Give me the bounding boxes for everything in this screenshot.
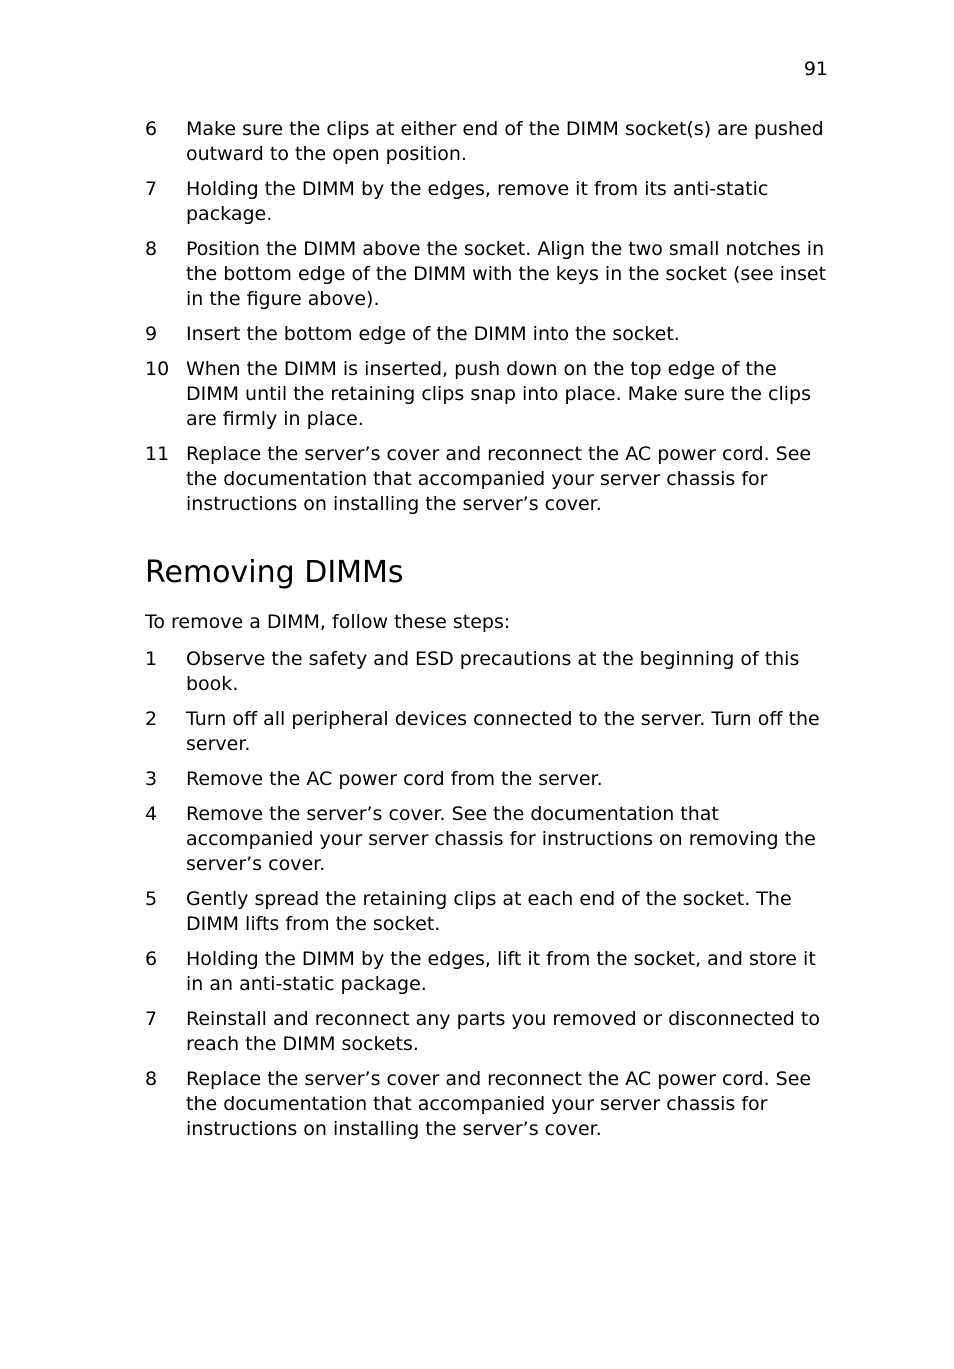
step-number: 7 (145, 1008, 158, 1030)
step-number: 8 (145, 238, 158, 260)
list-item (145, 887, 835, 937)
step-number: 3 (145, 768, 158, 790)
list-item (145, 357, 835, 432)
list-item (145, 117, 835, 167)
step-number: 1 (145, 648, 158, 670)
intro-text: To remove a DIMM, follow these steps: (145, 611, 511, 633)
list-item (145, 1067, 835, 1142)
step-text: Holding the DIMM by the edges, remove it from its anti-static package. (186, 178, 769, 225)
remove-steps-list (145, 647, 835, 1142)
step-text: Remove the server’s cover. See the documentation that accompanied your server chassis for instructions on removing the server’s cover. (186, 803, 816, 875)
step-number: 4 (145, 803, 158, 825)
step-text: Make sure the clips at either end of the DIMM socket(s) are pushed outward to the open position. (186, 118, 824, 165)
step-number: 9 (145, 323, 158, 345)
step-text: Replace the server’s cover and reconnect the AC power cord. See the documentation that accompanied your server chassis for instructions on installing the server’s cover. (186, 1068, 812, 1140)
step-number: 7 (145, 178, 158, 200)
step-text: Position the DIMM above the socket. Align the two small notches in the bottom edge of the DIMM with the keys in the socket (see inset in the figure above). (186, 238, 827, 310)
list-item (145, 177, 835, 227)
step-number: 6 (145, 118, 158, 140)
step-text: Insert the bottom edge of the DIMM into the socket. (186, 323, 680, 345)
list-item (145, 707, 835, 757)
step-number: 10 (145, 358, 170, 380)
list-item (145, 442, 835, 517)
list-item (145, 1007, 835, 1057)
list-item (145, 647, 835, 697)
list-item (145, 767, 835, 792)
step-text: Turn off all peripheral devices connected to the server. Turn off the server. (186, 708, 820, 755)
step-number: 6 (145, 948, 158, 970)
step-text: Observe the safety and ESD precautions at the beginning of this book. (186, 648, 800, 695)
step-text: Holding the DIMM by the edges, lift it from the socket, and store it in an anti-static package. (186, 948, 816, 995)
step-number: 8 (145, 1068, 158, 1090)
step-text: Replace the server’s cover and reconnect the AC power cord. See the documentation that accompanied your server chassis for instructions on installing the server’s cover. (186, 443, 812, 515)
list-item (145, 237, 835, 312)
step-text: Remove the AC power cord from the server. (186, 768, 603, 790)
list-item (145, 947, 835, 997)
step-text: Gently spread the retaining clips at each end of the socket. The DIMM lifts from the socket. (186, 888, 792, 935)
step-text: Reinstall and reconnect any parts you removed or disconnected to reach the DIMM sockets. (186, 1008, 820, 1055)
install-steps-list (145, 117, 835, 517)
page-content (145, 117, 835, 1152)
step-text: When the DIMM is inserted, push down on the top edge of the DIMM until the retaining clips snap into place. Make sure the clips are firmly in place. (186, 358, 811, 430)
section-heading: Removing DIMMs (145, 555, 404, 590)
list-item (145, 322, 835, 347)
step-number: 5 (145, 888, 158, 910)
list-item (145, 802, 835, 877)
step-number: 11 (145, 443, 170, 465)
page-number: 91 (803, 58, 828, 80)
step-number: 2 (145, 708, 158, 730)
